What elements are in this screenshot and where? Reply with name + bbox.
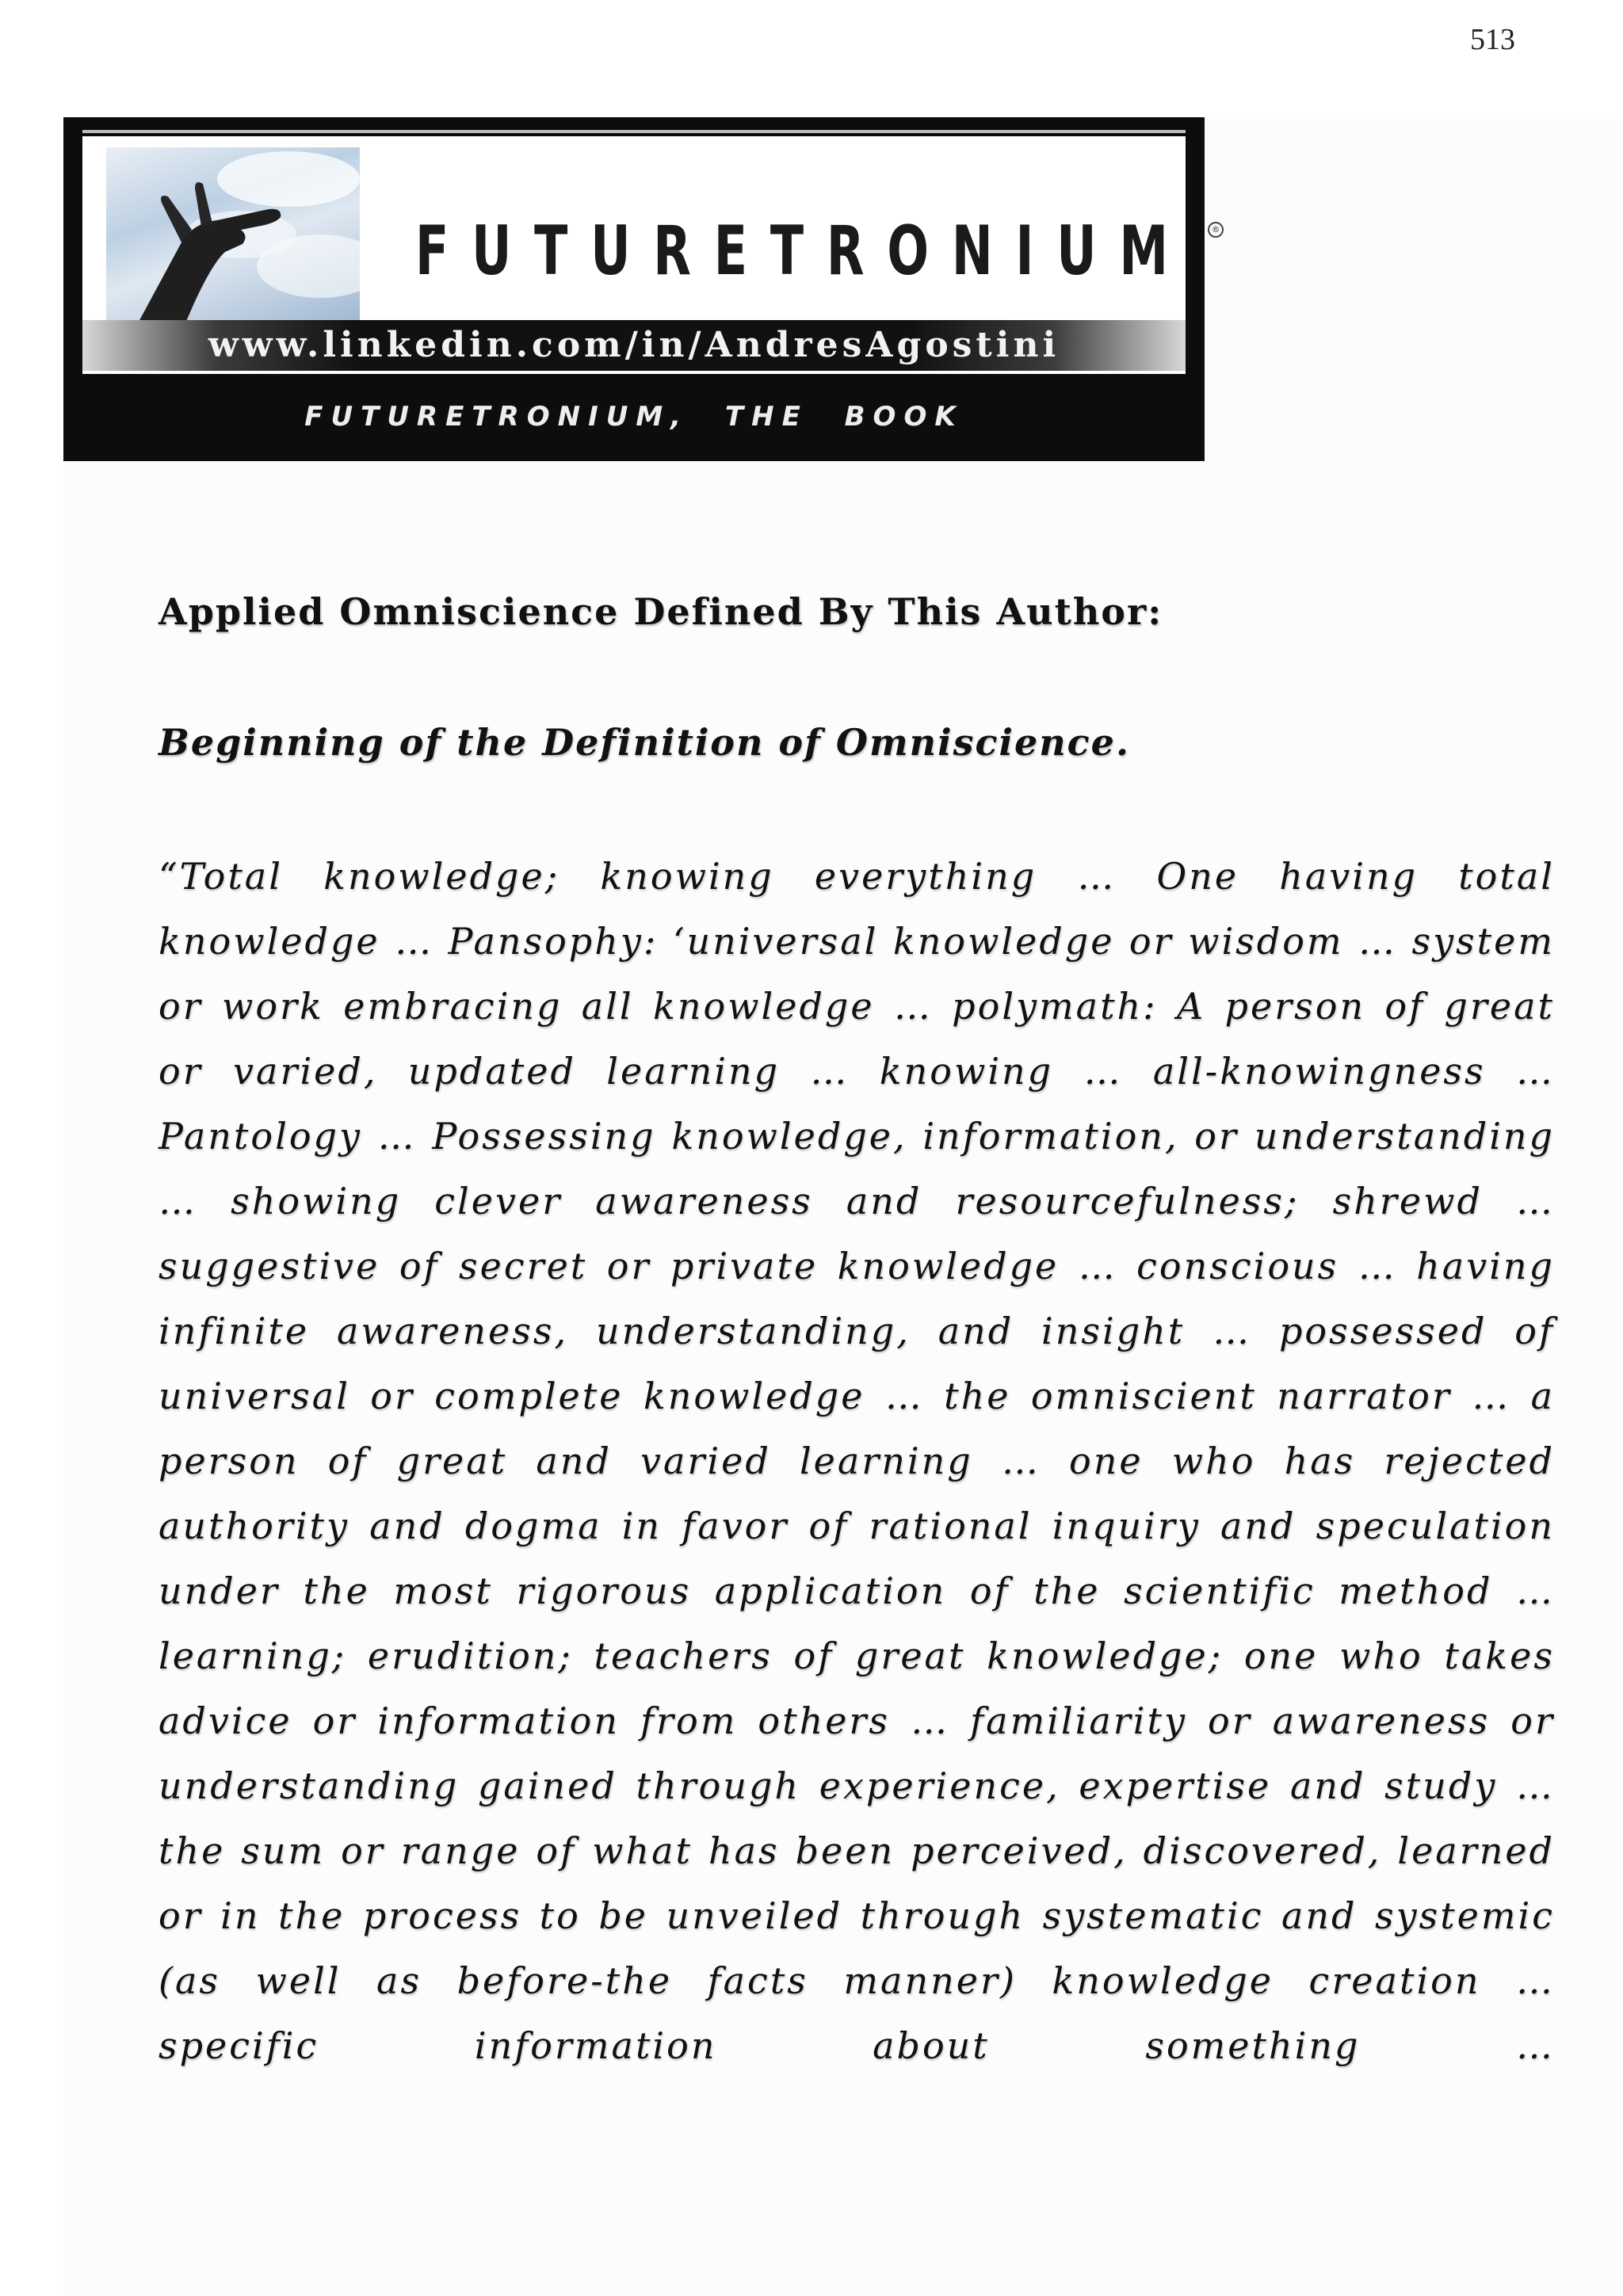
brand-title: FUTURETRONIUM [415, 212, 1191, 291]
url-bar [82, 320, 1186, 371]
hand-sky-image [106, 147, 360, 323]
banner-divider [82, 130, 1186, 133]
banner [63, 117, 1220, 461]
banner-subtitle: FUTURETRONIUM, THE BOOK [304, 401, 964, 433]
registered-mark: ® [1208, 222, 1224, 238]
page-number: 513 [1470, 23, 1515, 56]
definition-paragraph: “Total knowledge; knowing everything … One having total knowledge … Pansophy: ‘universal knowledge or wisdom … system or work embracing all knowledge … polymath: A person of great or varied, updated learning … knowing … all-knowingness … Pantology … Possessing knowledge, information, or understanding … showing clever awareness and resourcefulness; shrewd … suggestive of secret or private knowledge … conscious … having infinite awareness, understanding, and insight … possessed of universal or complete knowledge … the omniscient narrator … a person of great and varied learning … one who has rejected authority and dogma in favor of rational inquiry and speculation under the most rigorous application of the scientific method … learning; erudition; teachers of great knowledge; one who takes advice or information from others … familiarity or awareness or understanding gained through experience, expertise and study … the sum or range of what has been perceived, discovered, learned or in the process to be unveiled through systematic and systemic (as well as before-the facts manner) knowledge creation … specific information about something … [158, 855, 1555, 2067]
linkedin-url: www.linkedin.com/in/AndresAgostini [208, 325, 1060, 365]
section-heading: Applied Omniscience Defined By This Author: [158, 590, 1163, 633]
section-subheading: Beginning of the Definition of Omniscience. [158, 721, 1130, 764]
